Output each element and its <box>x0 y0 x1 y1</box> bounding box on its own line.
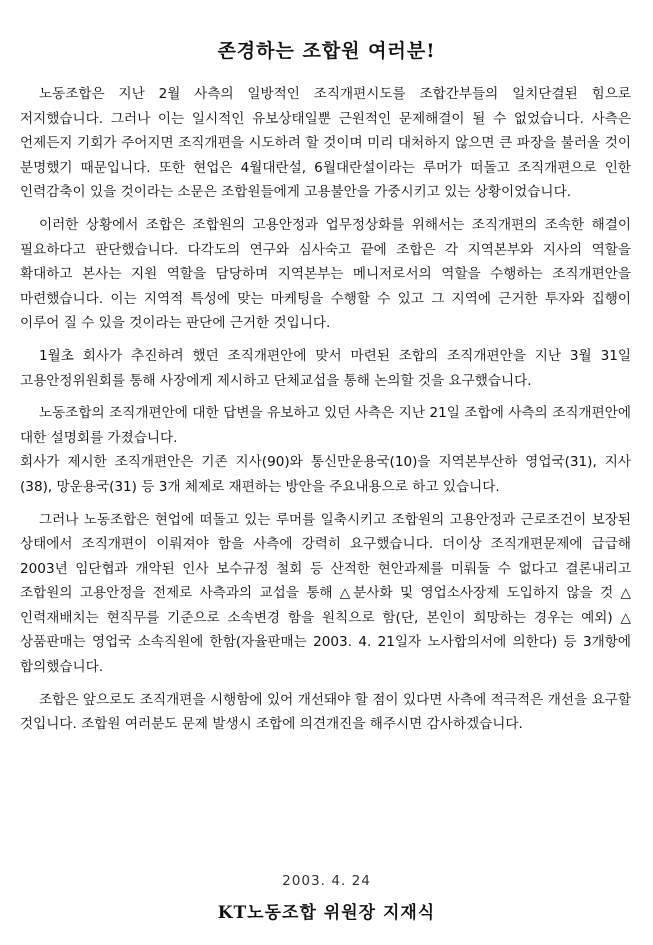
document-title: 존경하는 조합원 여러분! <box>217 40 436 62</box>
document-body <box>20 82 631 745</box>
paragraph-5: 그러나 노동조합은 현업에 떠돌고 있는 루머를 일축시키고 조합원의 고용안정과 근로조건이 보장된 상태에서 조직개편이 이뤄져야 함을 사측에 강력히 요구했습니다. 더이상 조직개편문제에 급급해 2003년 임단협과 개악된 인사 보수규정 철회 등 산적한 현안과제를 미뤄둘 수 없다고 결론내리고 조합원의 고용안정을 전제로 사측과의 교섭을 통해 △분사화 및 영업소사장제 도입하지 않을 것 △인력재배치는 현직무를 기준으로 소속변경 함을 원칙으로 함(단, 본인이 희망하는 경우는 예외) △상품판매는 영업국 소속직원에 한함(자율판매는 2003. 4. 21일자 노사합의서에 의한다) 등 3개항에 합의했습니다. <box>20 511 631 676</box>
paragraph-4-continuation: 회사가 제시한 조직개편안은 기존 지사(90)와 통신만운용국(10)을 지역본부산하 영업국(31), 지사(38), 망운용국(31) 등 3개 체제로 재편하는 방안을 주요내용으로 하고 있습니다. <box>20 454 631 495</box>
document-date: 2003. 4. 24 <box>282 873 371 889</box>
paragraph-3: 1월초 회사가 추진하려 했던 조직개편안에 맞서 마련된 조합의 조직개편안을 지난 3월 31일 고용안정위원회를 통해 사장에게 제시하고 단체교섭을 통해 논의할 것을 요구했습니다. <box>20 347 631 389</box>
document-signature: KT노동조합 위원장 지재식 <box>217 903 436 923</box>
paragraph-6: 조합은 앞으로도 조직개편을 시행함에 있어 개선돼야 할 점이 있다면 사측에 적극적은 개선을 요구할 것입니다. 조합원 여러분도 문제 발생시 조합에 의견개진을 해주시면 감사하겠습니다. <box>20 691 631 733</box>
paragraph-1: 노동조합은 지난 2월 사측의 일방적인 조직개편시도를 조합간부들의 일치단결된 힘으로 저지했습니다. 그러나 이는 일시적인 유보상태일뿐 근원적인 문제해결이 될 수 없었습니다. 사측은 언제든지 기회가 주어지면 조직개편을 시도하려 할 것이며 미리 대처하지 않으면 큰 파장을 불러올 것이 분명했기 때문입니다. 또한 현업은 4월대란설, 6월대란설이라는 루머가 떠돌고 조직개편으로 인한 인력감축이 있을 것이라는 소문은 조합원들에게 고용불안을 가중시키고 있는 상황이었습니다. <box>20 86 631 201</box>
paragraph-4-text: 노동조합의 조직개편안에 대한 답변을 유보하고 있던 사측은 지난 21일 조합에 사측의 조직개편안에 대한 설명회를 가졌습니다. <box>20 405 631 446</box>
paragraph-2: 이러한 상황에서 조합은 조합원의 고용안정과 업무정상화를 위해서는 조직개편의 조속한 해결이 필요하다고 판단했습니다. 다각도의 연구와 심사숙고 끝에 조합은 각 지역본부와 지사의 역할을 확대하고 본사는 지원 역할을 담당하며 지역본부는 메니저로서의 역할을 수행하는 조직개편안을 마련했습니다. 이는 지역적 특성에 맞는 마케팅을 수행할 수 있고 그 지역에 근거한 투자와 집행이 이루어 질 수 있을 것이라는 판단에 근거한 것입니다. <box>20 216 631 332</box>
paragraph-4 <box>20 401 631 499</box>
